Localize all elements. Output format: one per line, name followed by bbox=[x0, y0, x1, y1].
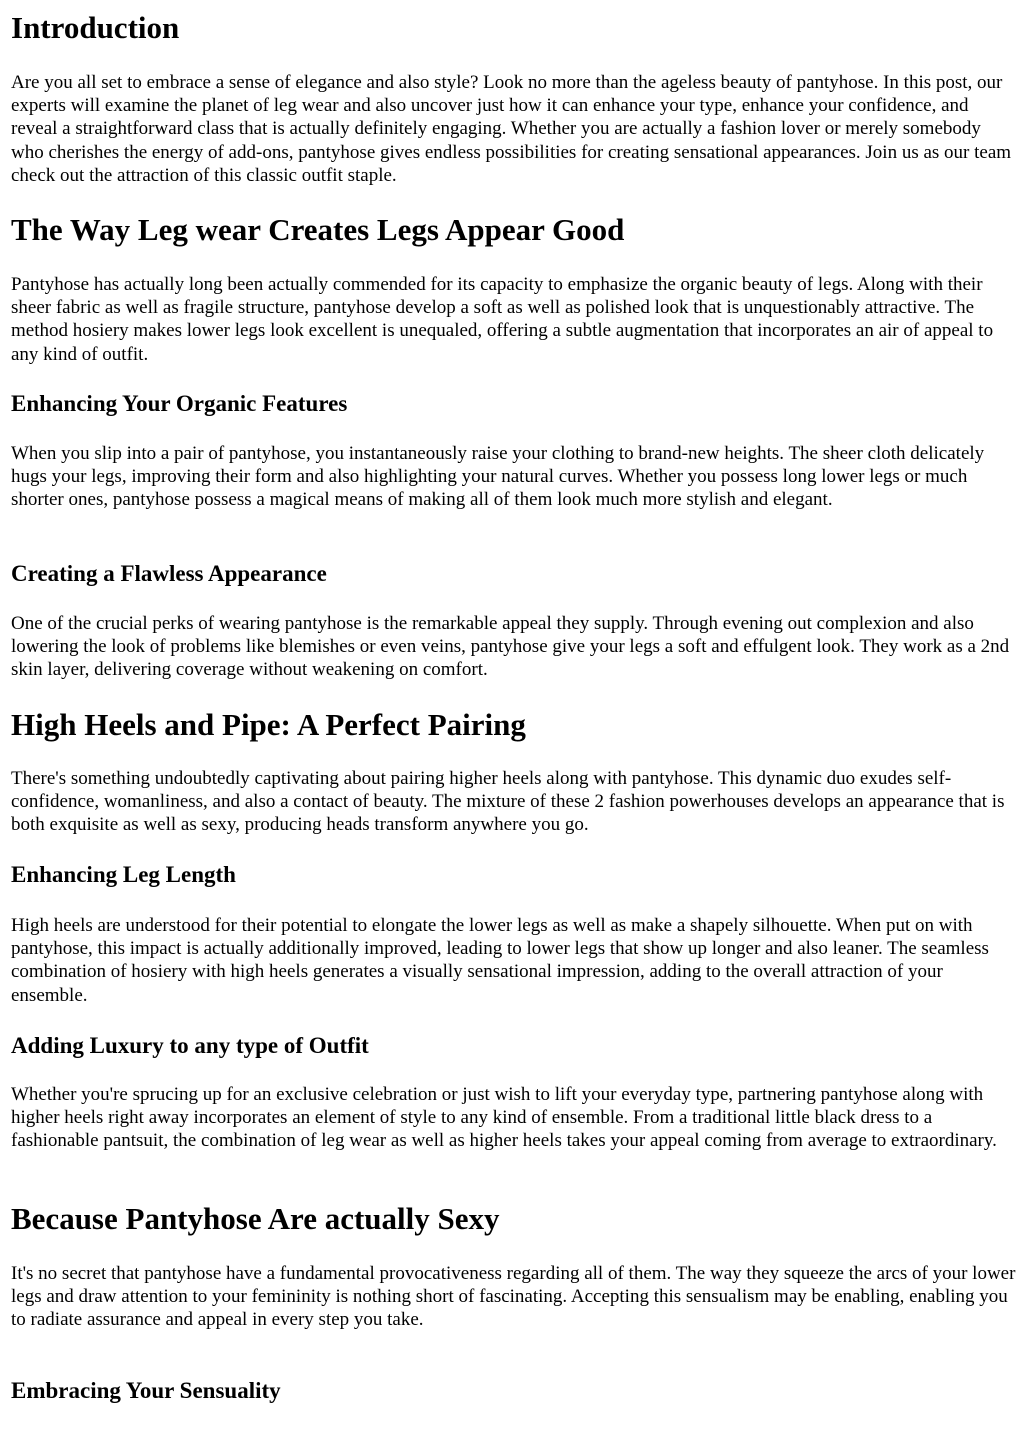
paragraph-pantyhose-sexy: It's no secret that pantyhose have a fundamental provocativeness regarding all of them. The way they squeeze the arcs of your lower legs and draw attention to your femininity is nothing short of fascinating. Accepting this sensualism may be enabling, enabling you to radiate assurance and appeal in every step you take. bbox=[11, 1263, 1016, 1331]
paragraph-leg-length: High heels are understood for their potential to elongate the lower legs as well as make a shapely silhouette. When put on with pantyhose, this impact is actually additionally improved, leading to lower legs that show up longer and also leaner. The seamless combination of hosiery with high heels generates a visually sensational impression, adding to the overall attraction of your ensemble. bbox=[11, 915, 989, 1006]
paragraph-flawless-appearance: One of the crucial perks of wearing pantyhose is the remarkable appeal they supply. Through evening out complexion and also lowering the look of problems like blemishes or even veins, pantyhose give your legs a soft and effulgent look. They work as a 2nd skin layer, delivering coverage without weakening on comfort. bbox=[11, 613, 1010, 681]
heading-introduction: Introduction bbox=[11, 10, 180, 45]
heading-leg-wear-legs: The Way Leg wear Creates Legs Appear Good bbox=[11, 212, 625, 247]
heading-high-heels: High Heels and Pipe: A Perfect Pairing bbox=[11, 707, 526, 742]
heading-pantyhose-sexy: Because Pantyhose Are actually Sexy bbox=[11, 1201, 500, 1236]
paragraph-leg-wear-legs: Pantyhose has actually long been actually commended for its capacity to emphasize the organic beauty of legs. Along with their sheer fabric as well as fragile structure, pantyhose develop a soft as well as polished look that is unquestionably attractive. The method hosiery makes lower legs look excellent is unequaled, offering a subtle augmentation that incorporates an air of appeal to any kind of outfit. bbox=[11, 274, 994, 365]
paragraph-introduction: Are you all set to embrace a sense of elegance and also style? Look no more than the ageless beauty of pantyhose. In this post, our experts will examine the planet of leg wear and also uncover just how it can enhance your type, enhance your confidence, and reveal a straightforward class that is actually definitely engaging. Whether you are actually a fashion lover or merely somebody who cherishes the energy of add-ons, pantyhose gives endless possibilities for creating sensational appearances. Join us as our team check out the attraction of this classic outfit staple. bbox=[11, 72, 1012, 186]
subheading-sensuality: Embracing Your Sensuality bbox=[11, 1378, 281, 1403]
subheading-organic-features: Enhancing Your Organic Features bbox=[11, 391, 348, 416]
paragraph-high-heels: There's something undoubtedly captivating about pairing higher heels along with pantyhose. This dynamic duo exudes self-confidence, womanliness, and also a contact of beauty. The mixture of these 2 fashion powerhouses develops an appearance that is both exquisite as well as sexy, producing heads transform anywhere you go. bbox=[11, 768, 1005, 836]
subheading-leg-length: Enhancing Leg Length bbox=[11, 862, 236, 887]
subheading-flawless-appearance: Creating a Flawless Appearance bbox=[11, 561, 327, 586]
paragraph-organic-features: When you slip into a pair of pantyhose, you instantaneously raise your clothing to brand-new heights. The sheer cloth delicately hugs your legs, improving their form and also highlighting your natural curves. Whether you possess long lower legs or much shorter ones, pantyhose possess a magical means of making all of them look much more stylish and elegant. bbox=[11, 443, 985, 511]
paragraph-adding-luxury: Whether you're sprucing up for an exclusive celebration or just wish to lift your everyday type, partnering pantyhose along with higher heels right away incorporates an element of style to any kind of ensemble. From a traditional little black dress to a fashionable pantsuit, the combination of leg wear as well as higher heels takes your appeal coming from average to extraordinary. bbox=[11, 1084, 997, 1152]
subheading-adding-luxury: Adding Luxury to any type of Outfit bbox=[11, 1033, 369, 1058]
